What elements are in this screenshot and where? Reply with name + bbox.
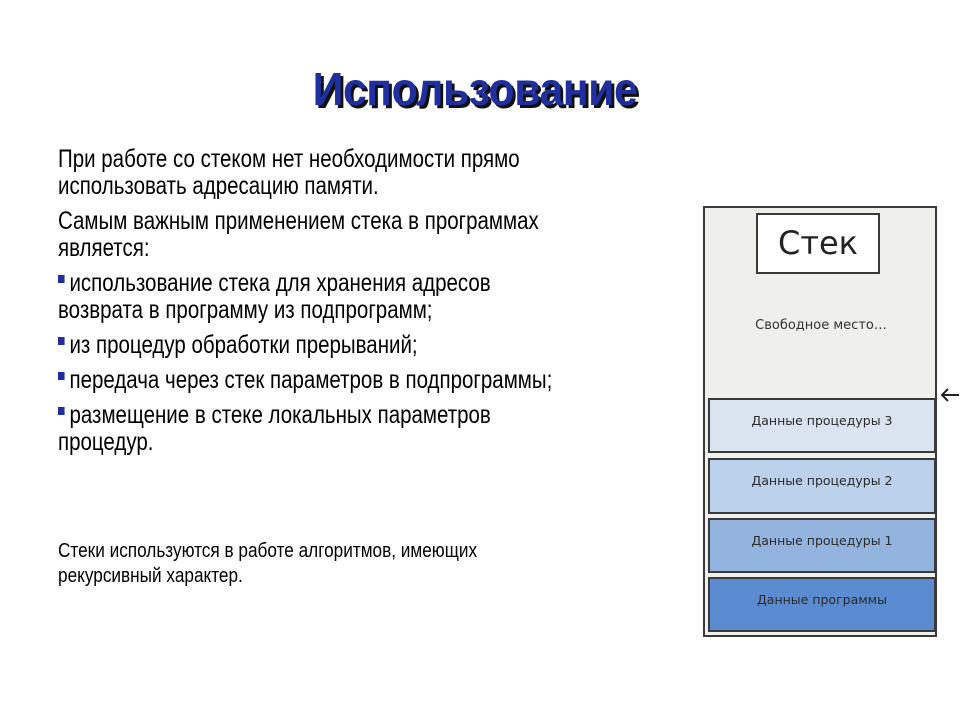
paragraph-2 — [58, 208, 591, 262]
bullet-item-4 — [58, 402, 591, 456]
paragraph-line — [58, 367, 591, 394]
bullet-text: передача через стек параметров в подпрограммы; — [69, 366, 553, 394]
stack-cell-label: Данные процедуры 1 — [751, 533, 893, 548]
bullet-item-1 — [58, 270, 591, 324]
note-line: рекурсивный характер. — [58, 565, 243, 587]
stack-cell-program-data — [708, 577, 936, 632]
bullet-square-icon — [58, 407, 65, 415]
paragraph-line: При работе со стеком нет необходимости прямо — [58, 145, 520, 173]
stack-cell-procedure-3 — [708, 398, 936, 453]
bullet-square-icon — [58, 372, 65, 380]
paragraph-line: возврата в программу из подпрограмм; — [58, 296, 433, 324]
paragraph-line: Самым важным применением стека в программах — [58, 207, 539, 235]
slide-title: Использование — [312, 63, 638, 115]
paragraph-1 — [58, 146, 591, 200]
paragraph-line: использовать адресацию памяти. — [58, 172, 379, 200]
bullet-item-3 — [58, 367, 591, 394]
paragraph-line — [58, 332, 591, 359]
arrow-left-icon — [939, 385, 959, 405]
recursion-note — [58, 539, 574, 589]
free-space-label: Свободное место… — [755, 318, 887, 333]
paragraph-line — [58, 270, 591, 297]
stack-cell-procedure-2 — [708, 458, 936, 514]
stack-cell-label: Данные процедуры 3 — [751, 413, 893, 428]
stack-cell-procedure-1 — [708, 518, 936, 573]
paragraph-line — [58, 402, 591, 429]
bullet-square-icon — [58, 337, 65, 345]
stack-cell-label: Данные программы — [757, 592, 887, 607]
bullet-text: размещение в стеке локальных параметров — [69, 401, 491, 429]
paragraph-line: является: — [58, 234, 150, 262]
bullet-text: использование стека для хранения адресов — [69, 269, 491, 297]
stack-label: Стек — [756, 213, 880, 274]
bullet-item-2 — [58, 332, 591, 359]
bullet-text: из процедур обработки прерываний; — [69, 331, 418, 359]
stack-cell-label: Данные процедуры 2 — [751, 473, 893, 488]
bullet-square-icon — [58, 275, 65, 283]
paragraph-line: процедур. — [58, 428, 154, 456]
slide-body — [58, 146, 708, 464]
note-line: Стеки используются в работе алгоритмов, имеющих — [58, 540, 478, 562]
